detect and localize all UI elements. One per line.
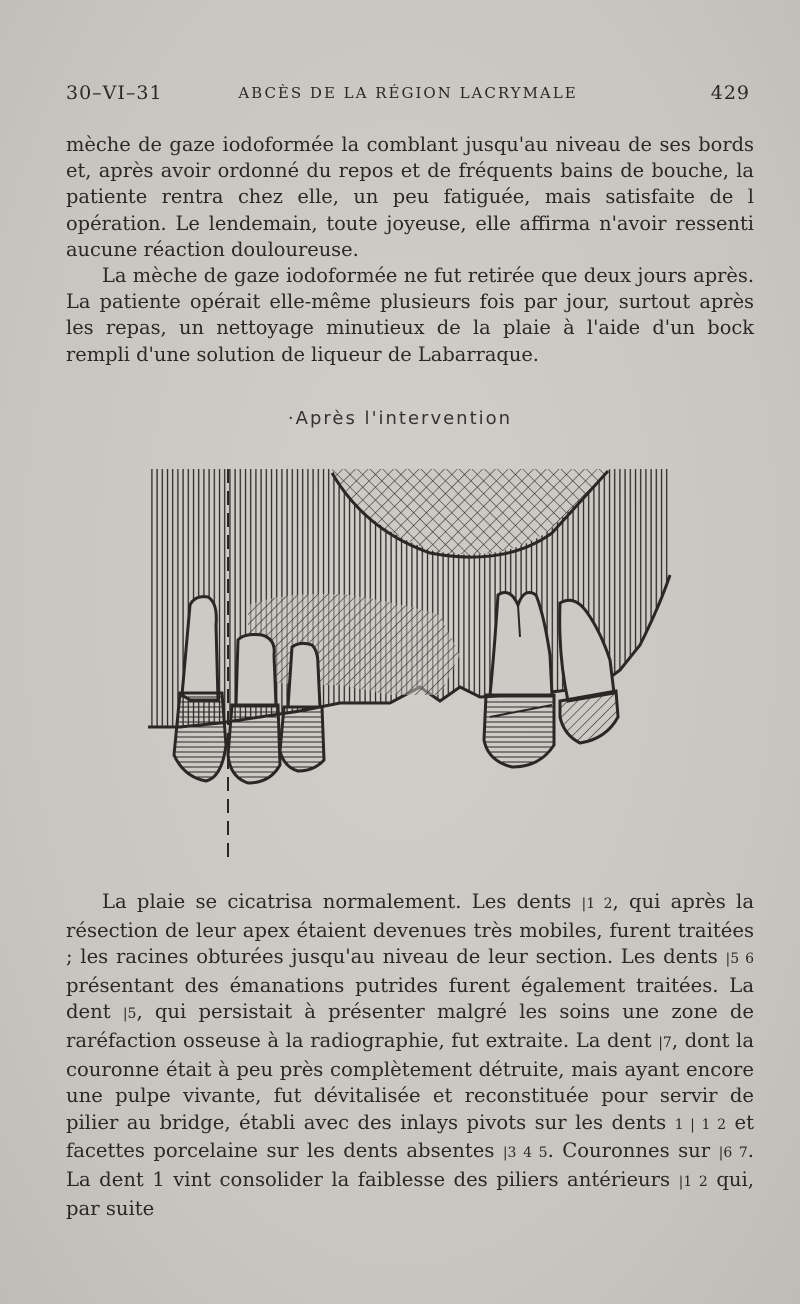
tooth-notation-2: |5 6 (725, 951, 755, 968)
tooth-notation-1: |1 2 (581, 896, 613, 912)
figure-caption: ·Après l'intervention (287, 408, 513, 429)
header-date: 30–VI–31 (66, 82, 163, 104)
bottom-text (66, 889, 754, 1222)
sentence-7: . Couronnes sur (547, 1139, 711, 1163)
sentence-5: , dont la couronne était à peu près complètement détruite, mais ayant encore une pulpe vivante, fut dévitalisée et reconstituée pour servir de pilier au bridge, établi avec des inlays pivots sur les dents (66, 1028, 754, 1134)
sentence-2: , qui après la résection de leur apex étaient devenues très mobiles, furent traitées ; les racines obturées jusqu'au niveau de leur section. Les dents (66, 890, 755, 969)
paragraph-1: mèche de gaze iodoformée la comblant jusqu'au niveau de ses bords et, après avoir ordonné du repos et de fréquents bains de bouche, la patiente rentra chez elle, un peu fatiguée, mais satisfaite de l opération. Le lendemain, toute joyeuse, elle affirma n'avoir ressenti aucune réaction douloureuse. (66, 133, 754, 261)
top-text (66, 132, 754, 368)
running-head (66, 82, 750, 112)
tooth-notation-8: |1 2 (678, 1173, 708, 1190)
paragraph-2: La mèche de gaze iodoformée ne fut retirée que deux jours après. La patiente opérait elle-même plusieurs fois par jour, surtout après les repas, un nettoyage minutieux de la plaie à l'aide d'un bock rempli d'une solution de liqueur de Labarraque. (66, 264, 754, 366)
tooth-notation-6: |3 4 5 (502, 1145, 548, 1162)
sentence-6: et facettes porcelaine sur les dents absentes (66, 1110, 754, 1163)
tooth-notation-4: |7 (658, 1034, 672, 1051)
tooth-notation-5: 1 | 1 2 (674, 1116, 727, 1133)
dental-diagram (140, 455, 680, 865)
sentence-1: La plaie se cicatrisa normalement. Les dents (102, 890, 572, 913)
sentence-3: présentant des émanations putrides furent également traitées. La dent (66, 973, 754, 1024)
sentence-4: , qui persistait à présenter malgré les soins une zone de raréfaction osseuse à la radiographie, fut extraite. La dent (66, 1000, 754, 1052)
page-number: 429 (710, 82, 750, 104)
sentence-9: qui, par suite (66, 1167, 754, 1220)
tooth-notation-7: |6 7 (718, 1145, 748, 1162)
tooth-notation-3: |5 (122, 1006, 137, 1023)
paragraph-3 (66, 889, 754, 1222)
sentence-8: . La dent 1 vint consolider la faiblesse des piliers antérieurs (66, 1139, 755, 1191)
header-title: ABCÈS DE LA RÉGION LACRYMALE (238, 84, 578, 102)
